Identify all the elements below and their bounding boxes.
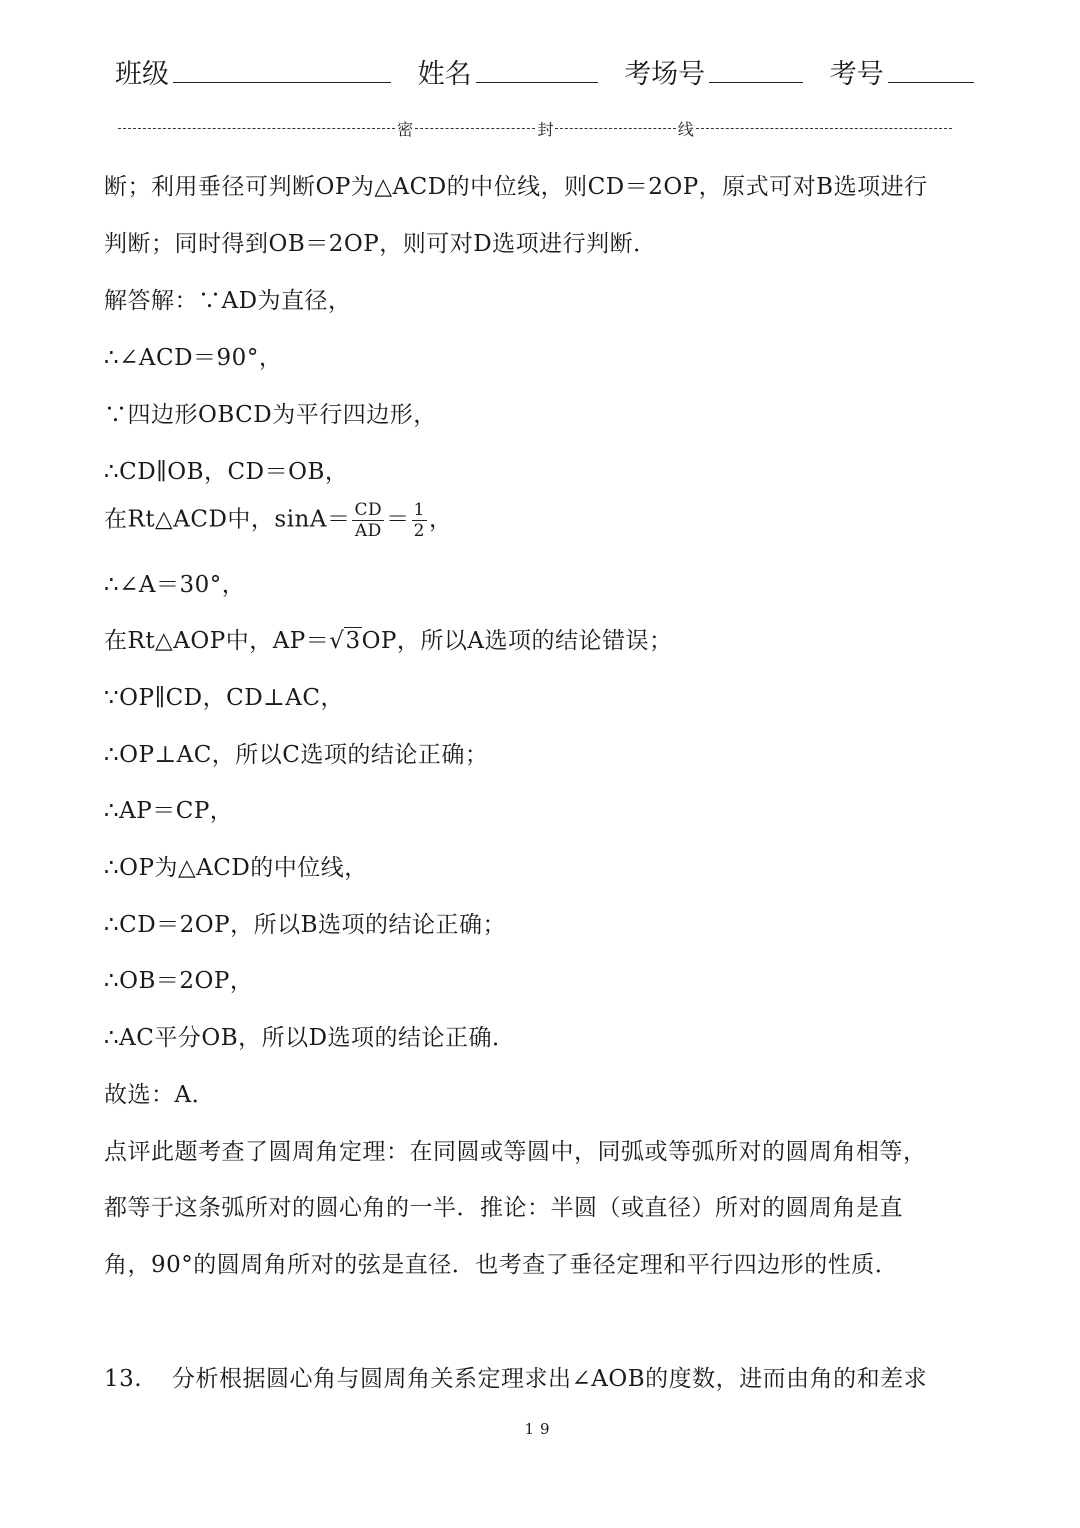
text-line-12: ∴AP＝CP， — [104, 798, 234, 824]
fraction-denominator: AD — [354, 521, 382, 541]
text-line-10: ∵OP∥CD，CD⊥AC， — [104, 685, 345, 711]
room-label: 考场号 — [624, 59, 706, 90]
radical-sign-icon: √ — [329, 628, 345, 654]
text-line-11: ∴OP⊥AC，所以C选项的结论正确； — [104, 742, 489, 768]
fraction-cd-ad — [352, 500, 384, 541]
text-line-1: 断；利用垂径可判断OP为△ACD的中位线，则CD＝2OP，原式可对B选项进行 — [104, 174, 928, 200]
fraction-numerator: 1 — [413, 500, 425, 520]
sin-suffix: ， — [428, 506, 453, 533]
text-line-8: ∴∠A＝30°， — [104, 572, 246, 598]
text-line-3: 解答解：∵AD为直径， — [104, 288, 352, 314]
seal-dash-2 — [415, 128, 535, 129]
equals-sign: ＝ — [386, 506, 410, 533]
room-field — [624, 52, 803, 91]
name-blank[interactable] — [476, 56, 598, 83]
question-13-line — [104, 1360, 927, 1393]
ap-suffix: OP，所以A选项的结论错误； — [361, 628, 673, 654]
exam-no-field — [830, 52, 974, 91]
text-line-14: ∴CD＝2OP，所以B选项的结论正确； — [104, 912, 507, 938]
text-line-17: 故选：A． — [104, 1082, 216, 1108]
exam-no-blank[interactable] — [888, 56, 974, 83]
question-13-text: 分析根据圆心角与圆周角关系定理求出∠AOB的度数，进而由角的和差求 — [172, 1366, 928, 1392]
room-blank[interactable] — [709, 56, 803, 83]
text-line-4: ∴∠ACD＝90°， — [104, 345, 283, 371]
text-line-5: ∵四边形OBCD为平行四边形， — [104, 402, 437, 428]
text-line-2: 判断；同时得到OB＝2OP，则可对D选项进行判断． — [104, 231, 657, 257]
text-line-9 — [104, 622, 673, 655]
seal-dash-3 — [555, 128, 675, 129]
seal-mi: 密 — [397, 120, 414, 139]
ap-prefix: 在Rt△AOP中，AP＝ — [104, 628, 330, 654]
question-number: 13. — [104, 1366, 143, 1392]
class-blank[interactable] — [173, 56, 391, 83]
name-label: 姓名 — [417, 59, 472, 90]
name-field — [418, 52, 598, 91]
seal-dash-4 — [696, 128, 952, 129]
seal-line — [118, 117, 952, 140]
sin-prefix: 在Rt△ACD中，sinA＝ — [104, 506, 351, 533]
seal-xian: 线 — [677, 120, 694, 139]
text-line-7 — [104, 500, 452, 541]
text-line-15: ∴OB＝2OP， — [104, 968, 254, 994]
exam-header — [115, 52, 965, 91]
fraction-one-half — [412, 500, 427, 541]
seal-dash-1 — [118, 128, 395, 129]
sqrt-expression — [329, 628, 361, 654]
fraction-numerator: CD — [354, 500, 383, 520]
exam-no-label: 考号 — [829, 59, 884, 90]
text-line-13: ∴OP为△ACD的中位线， — [104, 855, 368, 881]
text-line-16: ∴AC平分OB，所以D选项的结论正确． — [104, 1025, 516, 1051]
seal-feng: 封 — [537, 120, 554, 139]
text-line-20: 角，90°的圆周角所对的弦是直径．也考查了垂径定理和平行四边形的性质． — [104, 1252, 899, 1278]
text-line-6: ∴CD∥OB，CD＝OB， — [104, 459, 349, 485]
radicand: 3 — [345, 628, 361, 654]
text-line-18: 点评此题考查了圆周角定理：在同圆或等圆中，同弧或等弧所对的圆周角相等， — [104, 1139, 927, 1165]
page-number: 19 — [524, 1420, 556, 1438]
class-field — [115, 52, 391, 91]
text-line-19: 都等于这条弧所对的圆心角的一半．推论：半圆（或直径）所对的圆周角是直 — [104, 1195, 903, 1221]
class-label: 班级 — [115, 59, 169, 90]
fraction-denominator: 2 — [413, 521, 425, 541]
